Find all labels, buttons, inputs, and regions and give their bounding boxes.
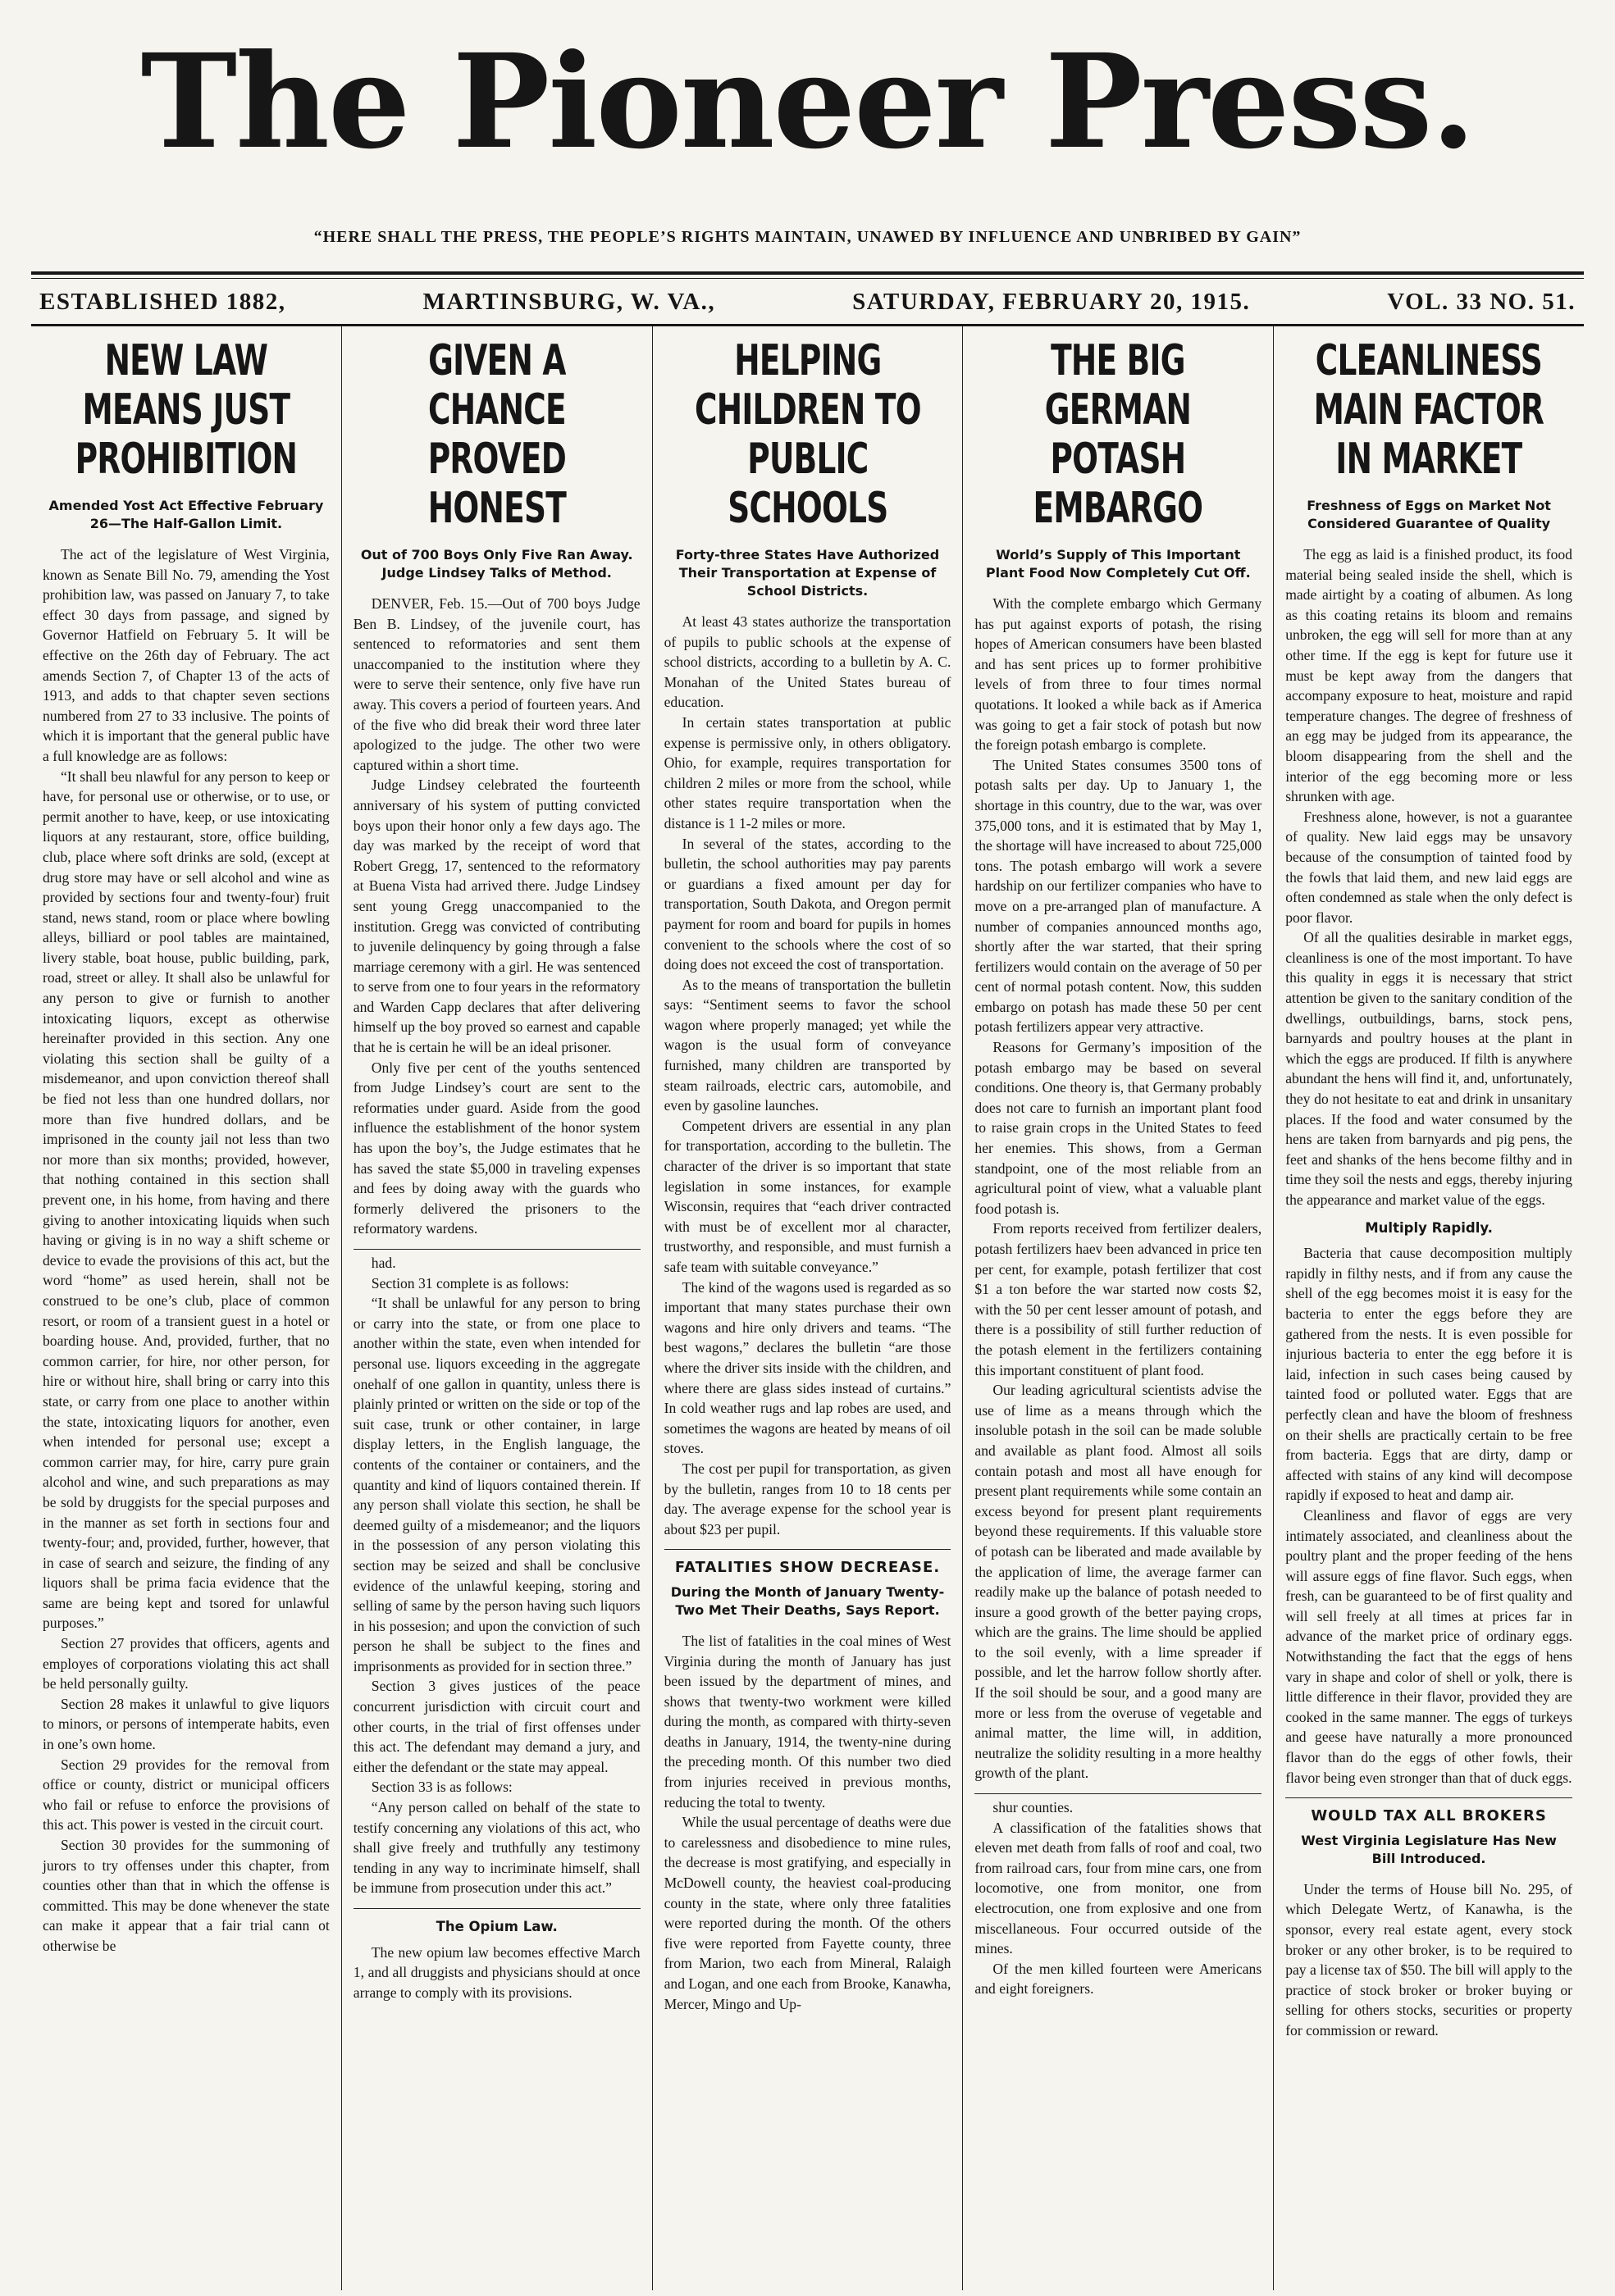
article-body-honest bbox=[354, 594, 641, 1239]
column-1 bbox=[31, 326, 342, 2290]
motto: “HERE SHALL THE PRESS, THE PEOPLE’S RIGHTS MAINTAIN, UNAWED BY INFLUENCE AND UNBRIBED BY GAIN” bbox=[313, 228, 1302, 246]
paragraph: Section 28 makes it unlawful to give liquors to minors, or persons of intemperate habits, even in one’s own home. bbox=[43, 1695, 330, 1753]
paragraph: Section 27 provides that officers, agents and employes of corporations violating this act shall be held personally guilty. bbox=[43, 1635, 330, 1692]
headline-prohibition: NEW LAW MEANS JUST PROHIBITION bbox=[75, 336, 298, 484]
paragraph: The new opium law becomes effective March 1, and all druggists and physicians should at once arrange to comply with its provisions. bbox=[353, 1943, 641, 2001]
deck-prohibition: Amended Yost Act Effective February 26—The Half-Gallon Limit. bbox=[48, 498, 324, 531]
column-4 bbox=[963, 326, 1274, 2290]
volume-number: VOL. 33 NO. 51. bbox=[1387, 289, 1576, 315]
paragraph: Judge Lindsey celebrated the fourteenth anniversary of his system of putting convicted boys upon their honor only a few days ago. The day was marked by the receipt of word that Robert Gregg, 17, sentenced to the reformatory at Buena Vista had arrived there. Judge Lindsey sent young Gregg unaccompanied to the institution. Gregg was convicted of contributing to juvenile delinquency by going through a false marriage ceremony with a girl. He was sentenced to serve from one to four years in the reformatory and Warden Capp declares that after delivering himself up the boy proved so earnest and capable that he is certain he will be an ideal prisoner. bbox=[353, 777, 641, 1056]
article-continued-prohibition bbox=[354, 1253, 641, 1898]
column-3 bbox=[653, 326, 964, 2290]
paragraph: Our leading agricultural scientists advise the use of lime as a means through which the insoluble potash in the soil can be made soluble and available as plant food. Almost all soils contain potash and most all have enough for present plant requirements while some contain an excess beyond for present plant requirements beyond these requirements. If this valuable store of potash can be liberated and made available by the application of lime, the average farmer can readily make up the balance of potash needed to insure a good growth of the better paying crops, which are the grains. The lime should be applied to the soil evenly, with a lime spreader if possible, and let the harrow follow shortly after. If the soil should be sour, and a good many are more or less from the overuse of vegetable and animal matter, the lime will, in addition, neutralize the solidity resulting in a more healthy growth of the plant. bbox=[974, 1382, 1262, 1782]
paragraph: The act of the legislature of West Virginia, known as Senate Bill No. 79, amending the Yost prohibition law, was passed on January 7, to take effect 30 days from passage, and signed by Governor Hatfield on February 5. It will be effective on the 26th day of February. The act amends Section 7, of Chapter 13 of the acts of 1913, and adds to that chapter seven sections numbered from 27 to 33 inclusive. The points of which it is important that the general public have a full knowledge are as follows: bbox=[43, 546, 330, 764]
section-divider bbox=[354, 1908, 641, 1909]
established: ESTABLISHED 1882, bbox=[39, 289, 286, 315]
paragraph: Of all the qualities desirable in market eggs, cleanliness is one of the most important. To have this quality in eggs it is necessary that strict attention be given to the sanitary condition of the dwellings, outbuildings, barns, stock pens, barnyards and poultry houses at the plant in which the eggs are produced. If filth is anywhere abundant the hens will find it, and, unfortunately, they do not hesitate to eat and drink in unsanitary places. If the food and water consumed by the hens are taken from barnyards and pig pens, the feet and shanks of the hens become filthy and in time they soil the nests and eggs, thereby injuring the appearance and market value of the eggs. bbox=[1285, 929, 1572, 1208]
paragraph: Freshness alone, however, is not a guarantee of quality. New laid eggs may be unsavory because of the consumption of tainted food by the fowls that laid them, and new laid eggs are often condemned as stale when the only defect is poor flavor. bbox=[1285, 808, 1572, 926]
newspaper-title: The Pioneer Press. bbox=[140, 26, 1475, 178]
masthead-rule bbox=[31, 271, 1584, 275]
paragraph: At least 43 states authorize the transportation of pupils to public schools at the expense of school districts, according to a bulletin by A. C. Monahan of the United States bureau of education. bbox=[664, 613, 951, 711]
paragraph: “Any person called on behalf of the state to testify concerning any violations of this act, who shall give freely and truthfully any testimony tending in any way to incriminate himself, shall be immune from prosecution under this act.” bbox=[353, 1799, 641, 1897]
paragraph: shur counties. bbox=[992, 1799, 1074, 1816]
deck-honest: Out of 700 Boys Only Five Ran Away. Judge Lindsey Talks of Method. bbox=[360, 547, 633, 581]
subhead-multiply: Multiply Rapidly. bbox=[1365, 1219, 1493, 1236]
paragraph: “It shall beu nlawful for any person to keep or have, for personal use or otherwise, or to use, or permit another to have, keep, or use intoxicating liquors at any restaurant, store, office building, club, place where soft drinks are sold, (except at drug store may have or sell alcohol and wine as provided by sections four and twenty-four) fruit stand, news stand, room or place where bowling alleys, billiard or pool tables are maintained, livery stable, boat house, public building, park, road, street or alley. It shall also be unlawful for any person to give or furnish to another intoxicating liquors, except as otherwise hereinafter provided in this section. Any one violating this section shall be guilty of a misdemeanor, and upon conviction thereof shall be fied not less than one hundred dollars, nor more than five hundred dollars, and be imprisoned in the county jail not less than two nor more than six months; provided, however, that nothing contained in this section shall prevent one, in his home, from having and there giving to another intoxicating liquids when such having or giving is in no way a shift scheme or device to evade the provisions of this act, but the word “home” as used herein, shall not be construed to be one’s club, place of common resort, or room of a transient guest in a hotel or boarding house. And, provided, further, that no common carrier, for hire, nor other person, for hire or without hire, shall bring or carry into this state, or carry from one place to another within the state, intoxicating liquors for another, even when intended for personal use; except a common carrier may, for hire, carry pure grain alcohol and wine, and such preparations as may be sold by druggists for the special purposes and in the manner as set forth in sections four and twenty-four; and, provided, further, however, that in case of search and seizure, the finding of any liquors shall be prima facia evidence that the same are being kept and tsored for unlawful purposes.” bbox=[43, 768, 330, 1632]
paragraph: With the complete embargo which Germany has put against exports of potash, the rising hopes of American consumers have been blasted and has sent prices up to former prohibitive levels of from three to four times normal quotations. It looked a while back as if America was going to get a fair stock of potash but now the foreign potash embargo is complete. bbox=[974, 595, 1262, 754]
article-body-opium bbox=[354, 1943, 641, 2003]
paragraph: Section 3 gives justices of the peace concurrent jurisdiction with circuit court and other courts, in the trial of first offenses under this act. The defendant may demand a jury, and either the defendant or the state may appeal. bbox=[353, 1678, 641, 1775]
article-body-eggs bbox=[1285, 544, 1572, 1210]
paragraph: had. bbox=[371, 1255, 396, 1271]
paragraph: The list of fatalities in the coal mines of West Virginia during the month of January has just been issued by the department of mines, and shows that twenty-two workment were killed during the month, as compared with thirty-seven deaths in January, 1914, the twenty-nine during the preceding month. Of this number two died from injuries received in previous months, reducing the total to twenty. bbox=[664, 1632, 951, 1811]
headline-schools: HELPING CHILDREN TO PUBLIC SCHOOLS bbox=[694, 336, 921, 533]
paragraph: The United States consumes 3500 tons of potash salts per day. Up to January 1, the shortage in this country, due to the war, was over 375,000 tons, and it is estimated that by May 1, the shortage will have increased to about 725,000 tons. The potash embargo will work a severe hardship on our fertilizer companies who have to move on a pre-arranged plan of manufacture. A number of companies announced months ago, shortly after the war started, that their spring fertilizers would contain on the average of 50 per cent of normal potash content. Now, this sudden embargo on potash has made these 50 per cent potash fertilizers appear very attractive. bbox=[974, 756, 1262, 1036]
headline-potash: THE BIG GERMAN POTASH EMBARGO bbox=[1033, 336, 1203, 533]
paragraph: DENVER, Feb. 15.—Out of 700 boys Judge Ben B. Lindsey, of the juvenile court, has sentenced to reformatories and sent them unaccompanied to the institution where they were to serve their sentence, only five have run away. This covers a period of fourteen years. And of the five who did break their word three later apologized to the judge. The other two were captured within a short time. bbox=[353, 595, 641, 773]
paragraph: Section 29 provides for the removal from office or county, district or municipal officers who fail or refuse to enforce the provisions of this act. This power is vested in the circuit court. bbox=[43, 1756, 330, 1834]
subhead-opium: The Opium Law. bbox=[436, 1919, 558, 1934]
section-divider bbox=[1285, 1797, 1572, 1798]
headline-fatalities: FATALITIES SHOW DECREASE. bbox=[674, 1559, 941, 1577]
article-body-fatalities bbox=[664, 1631, 951, 2014]
deck-fatalities: During the Month of January Twenty-Two Met Their Deaths, Says Report. bbox=[670, 1583, 945, 1618]
paragraph: While the usual percentage of deaths were due to carelessness and disobedience to mine rules, the decrease is most gratifying, and especially in McDowell county, the heaviest coal-producing county in the state, where only three fatalities were reported during the month. Of the others five were reported from Fayette county, three from Marion, two each from Mineral, Ralaigh and Logan, and one each from Brooke, Kanawha, Mercer, Mingo and Up- bbox=[664, 1814, 951, 2012]
paragraph: Under the terms of House bill No. 295, of which Delegate Wertz, of Kanawha, is the sponsor, every real estate agent, every stock broker or any other broker, is to be required to pay a license tax of $50. The bill will apply to the practice of stock broker or broker buying or selling for others stocks, securities or property for commission or reward. bbox=[1285, 1880, 1572, 2039]
paragraph: Of the men killed fourteen were Americans and eight foreigners. bbox=[974, 1960, 1262, 1998]
deck-potash: World’s Supply of This Important Plant Food Now Completely Cut Off. bbox=[985, 547, 1251, 581]
article-body-schools bbox=[664, 612, 951, 1539]
article-body-potash bbox=[974, 594, 1261, 1784]
headline-honest: GIVEN A CHANCE PROVED HONEST bbox=[427, 336, 566, 533]
paragraph: Only five per cent of the youths sentenced from Judge Lindsey’s court are sent to the reformaties under guard. Aside from the good influence the establishment of the honor system has upon the boy’s, the Judge estimates that he has saved the state $5,000 in traveling expenses and fees by doing away with the guards who formerly delivered the prisoners to the reformatory wardens. bbox=[353, 1059, 641, 1237]
paragraph: Competent drivers are essential in any plan for transportation, according to the bulletin. The character of the driver is so important that state legislation in some instances, for example Wisconsin, requires that “each driver contracted with must be of excellent mor al character, trustworthy, and responsible, and must furnish a safe team with suitable conveyance.” bbox=[664, 1117, 951, 1275]
paragraph: From reports received from fertilizer dealers, potash fertilizers haev been advanced in price ten per cent, for example, potash fertilizer that cost $1 a ton before the war started now costs $2, with the 50 per cent lesser amount of potash, and there is a possibility of still further reduction of the potash element in the fertilizers containing this important constituent of plant food. bbox=[974, 1220, 1262, 1378]
columns bbox=[31, 326, 1584, 2290]
paragraph: The kind of the wagons used is regarded as so important that many states purchase their own wagons and hire only drivers and teams. “The best wagons,” declares the bulletin “are those where the driver sits inside with the children, and where there are glass sides instead of curtains.” In cold weather rugs and lap robes are used, and sometimes the wagons are heated by means of oil stoves. bbox=[664, 1278, 951, 1457]
paragraph: As to the means of transportation the bulletin says: “Sentiment seems to favor the school wagon where properly managed; yet while the wagon is the usual form of conveyance furnished, many children are transported by steam railroads, electric cars, automobile, and even by gasoline launches. bbox=[664, 976, 951, 1114]
paragraph: The cost per pupil for transportation, as given by the bulletin, ranges from 10 to 18 cents per day. The average expense for the school year is about $23 per pupil. bbox=[664, 1460, 951, 1538]
deck-eggs: Freshness of Eggs on Market Not Considered Guarantee of Quality bbox=[1307, 498, 1551, 531]
deck-brokers: West Virginia Legislature Has New Bill Introduced. bbox=[1301, 1832, 1557, 1866]
paragraph: Bacteria that cause decomposition multiply rapidly in filthy nests, and if from any cause the shell of the egg becomes moist it is easy for the bacteria to enter the eggs before they are gathered from the nests. It is even possible for injurious bacteria to enter the egg before it is laid, infection in such cases being caused by tainted food or polluted water. Eggs that are perfectly clean and have the bloom of freshness on their shells are practically certain to be free from bacteria. Eggs that are dirty, damp or affected with stains of any kind will decompose rapidly if exposed to heat and damp air. bbox=[1285, 1245, 1572, 1504]
paragraph: “It shall be unlawful for any person to bring or carry into the state, or from one place to another within the state, even when intended for personal use. liquors exceeding in the aggregate onehalf of one gallon in quantity, unless there is plainly printed or written on the side or top of the suit case, trunk or other container, in large display letters, in the English language, the contents of the container or containers, and the quantity and kind of liquors contained therein. If any person shall violate this section, he shall be deemed guilty of a misdemeanor; and the liquors in the possession of any person violating this section may be seized and shall be conclusive evidence of the unlawful keeping, storing and selling of same by the person having such liquors in his possesion; and upon the conviction of such person he shall be subject to the fines and imprisonments as provided for in section three.” bbox=[353, 1295, 641, 1674]
paragraph: Section 33 is as follows: bbox=[371, 1779, 513, 1796]
paragraph: In several of the states, according to the bulletin, the school authorities may pay parents or guardians a fixed amount per day for transportation, South Dakota, and Oregon permit payment for room and board for pupils in homes convenient to the schools where the cost of so doing does not exceed the cost of transportation. bbox=[664, 835, 951, 973]
article-continued-fatalities bbox=[974, 1797, 1261, 1999]
paragraph: Reasons for Germany’s imposition of the potash embargo may be based on several conditions. One theory is, that Germany probably does not care to furnish an important plant food to raise grain crops in the United States to feed her enemies. This shows, from a German standpoint, one of the most reliable from an agricultural point of view, what a valuable plant food potash is. bbox=[974, 1039, 1262, 1217]
masthead bbox=[31, 0, 1584, 247]
deck-schools: Forty-three States Have Authorized Their Transportation at Expense of School Districts. bbox=[675, 547, 940, 599]
paragraph: The egg as laid is a finished product, its food material being sealed inside the shell, which is made airtight by a coating of albumen. As long as this coating retains its bloom and remains unbroken, the egg will sell for more than at any other time. If the egg is kept for future use it must be kept away from the dangers that accompany exposure to heat, moisture and rapid temperature changes. The degree of freshness of an egg may be judged from its appearance, the bloom disappearing from the shell and the interior of the egg becoming more or less shrunken with age. bbox=[1285, 546, 1572, 805]
section-divider bbox=[664, 1549, 951, 1550]
article-body-prohibition bbox=[43, 544, 330, 1957]
section-divider bbox=[354, 1249, 641, 1250]
paragraph: Section 31 complete is as follows: bbox=[371, 1274, 569, 1292]
section-divider bbox=[974, 1793, 1261, 1794]
article-body-eggs-2 bbox=[1285, 1243, 1572, 1788]
paragraph: Cleanliness and flavor of eggs are very intimately associated, and cleanliness about the poultry plant and the proper feeding of the hens will assure eggs of fine flavor. Such eggs, when fresh, can be guaranteed to be of first quality and will sell freely at all times at prices far in advance of the market price of ordinary eggs. Notwithstanding the fact that the eggs of hens vary in shape and color of shell or yolk, there is little difference in their flavor, provided they are cooked in the same manner. The eggs of turkeys and geese have naturally a more pronounced flavor than do the eggs of other fowls, their flavor being even stronger than that of duck eggs. bbox=[1285, 1506, 1572, 1786]
paragraph: A classification of the fatalities shows that eleven met death from falls of roof and coal, two from railroad cars, four from mine cars, one from locomotive, one from monitor, one from electrocution, one from explosive and one from miscellaneous. Four occurred outside of the mines. bbox=[974, 1819, 1262, 1957]
column-5 bbox=[1274, 326, 1584, 2290]
column-2 bbox=[342, 326, 653, 2290]
headline-eggs: CLEANLINESS MAIN FACTOR IN MARKET bbox=[1313, 336, 1544, 484]
article-body-brokers bbox=[1285, 1879, 1572, 2041]
paragraph: In certain states transportation at public expense is permissive only, in others obligatory. Ohio, for example, requires transportation for children 2 miles or more from the school, while other states require transportation when the distance is 1 1-2 miles or more. bbox=[664, 713, 951, 831]
issue-date: SATURDAY, FEBRUARY 20, 1915. bbox=[852, 289, 1251, 315]
dateline bbox=[31, 279, 1584, 324]
paragraph: Section 30 provides for the summoning of jurors to try offenses under this chapter, from counties other than that in which the offense is committed. This may be done whenever the state can make it appear that a fair trial cann ot otherwise be bbox=[43, 1837, 330, 1954]
place: MARTINSBURG, W. VA., bbox=[422, 289, 716, 315]
headline-brokers: WOULD TAX ALL BROKERS bbox=[1311, 1807, 1547, 1825]
